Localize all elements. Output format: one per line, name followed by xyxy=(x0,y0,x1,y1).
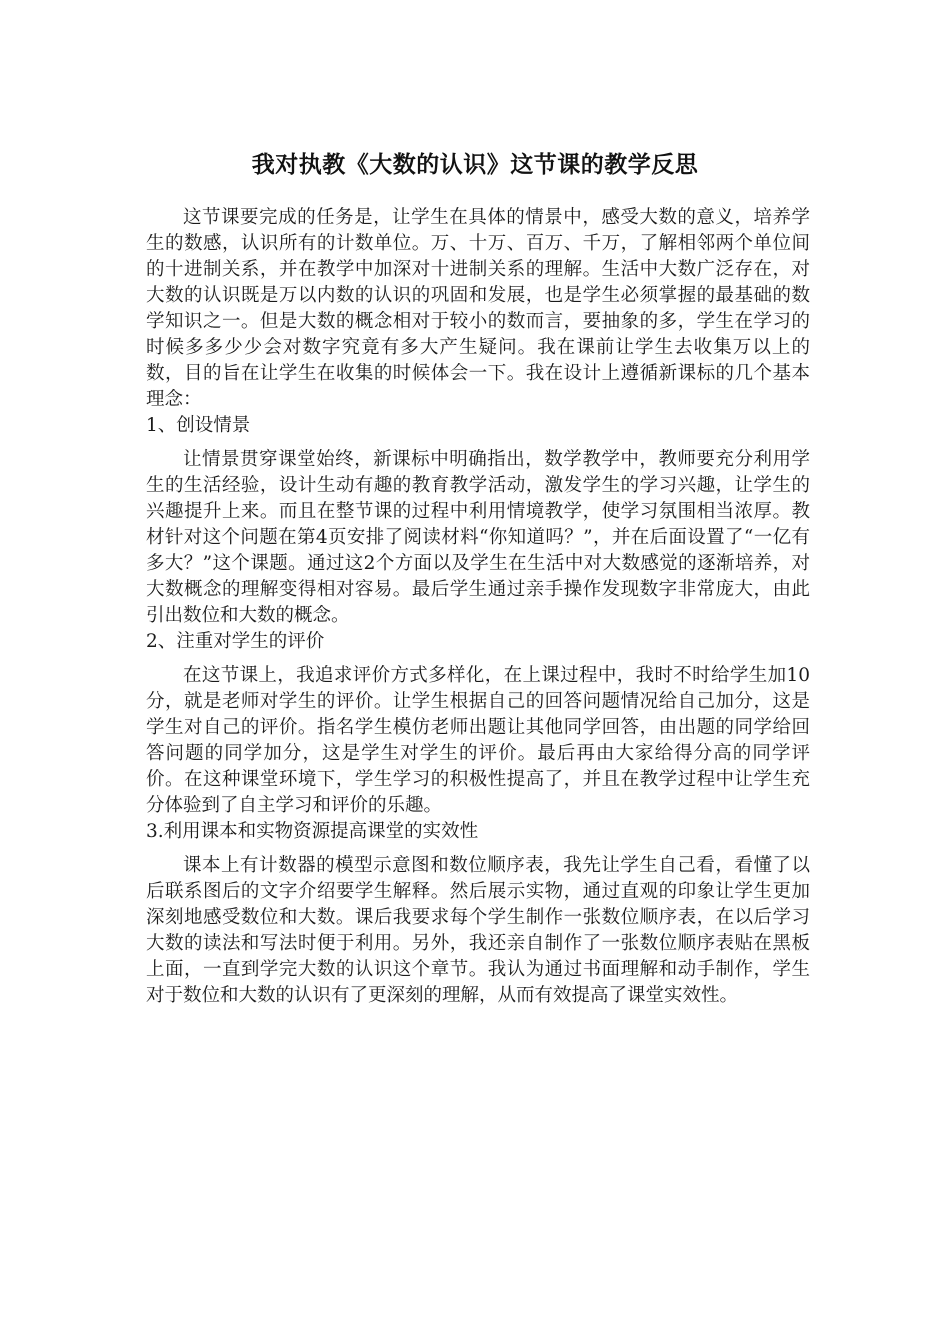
intro-paragraph: 这节课要完成的任务是，让学生在具体的情景中，感受大数的意义，培养学生的数感，认识所有的计数单位。万、十万、百万、千万，了解相邻两个单位间的十进制关系，并在教学中加深对十进制关系的理解。生活中大数广泛存在，对大数的认识既是万以内数的认识的巩固和发展，也是学生必须掌握的最基础的数学知识之一。但是大数的概念相对于较小的数而言，要抽象的多，学生在学习的时候多多少少会对数字究竟有多大产生疑问。我在课前让学生去收集万以上的数，目的旨在让学生在收集的时候体会一下。我在设计上遵循新课标的几个基本理念： xyxy=(146,207,810,410)
section-paragraph-2: 在这节课上，我追求评价方式多样化，在上课过程中，我时不时给学生加10分，就是老师对学生的评价。让学生根据自己的回答问题情况给自己加分，这是学生对自己的评价。指名学生模仿老师出题让其他同学回答，由出题的同学给回答问题的同学加分，这是学生对学生的评价。最后再由大家给得分高的同学评价。在这种课堂环境下，学生学习的积极性提高了，并且在教学过程中让学生充分体验到了自主学习和评价的乐趣。 xyxy=(146,665,810,816)
section-heading-1: 1、创设情景 xyxy=(146,415,251,436)
section-heading-2: 2、注重对学生的评价 xyxy=(146,631,325,652)
document-title: 我对执教《大数的认识》这节课的教学反思 xyxy=(251,152,699,178)
section-paragraph-3: 课本上有计数器的模型示意图和数位顺序表，我先让学生自己看，看懂了以后联系图后的文字介绍要学生解释。然后展示实物，通过直观的印象让学生更加深刻地感受数位和大数。课后我要求每个学生制作一张数位顺序表，在以后学习大数的读法和写法时便于利用。另外，我还亲自制作了一张数位顺序表贴在黑板上面，一直到学完大数的认识这个章节。我认为通过书面理解和动手制作，学生对于数位和大数的认识有了更深刻的理解，从而有效提高了课堂实效性。 xyxy=(146,855,810,1006)
document-body xyxy=(146,205,810,1009)
section-paragraph-1: 让情景贯穿课堂始终，新课标中明确指出，数学教学中，教师要充分利用学生的生活经验，设计生动有趣的教育教学活动，激发学生的学习兴趣，让学生的兴趣提升上来。而且在整节课的过程中利用情境教学，使学习氛围相当浓厚。教材针对这个问题在第4页安排了阅读材料“你知道吗？”，并在后面设置了“一亿有多大？”这个课题。通过这2个方面以及学生在生活中对大数感觉的逐渐培养，对大数概念的理解变得相对容易。最后学生通过亲手操作发现数字非常庞大，由此引出数位和大数的概念。 xyxy=(146,449,810,626)
section-heading-3: 3.利用课本和实物资源提高课堂的实效性 xyxy=(146,821,479,842)
